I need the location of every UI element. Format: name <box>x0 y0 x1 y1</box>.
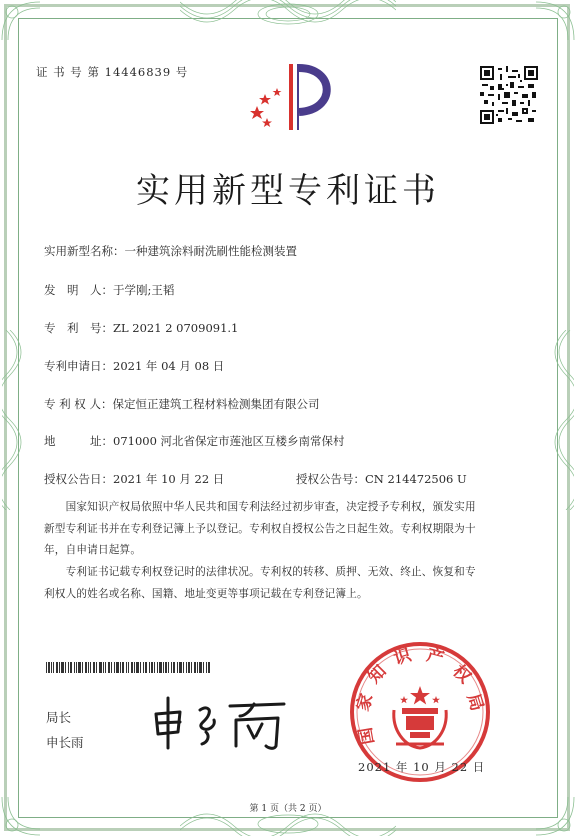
inventor-row <box>44 282 174 298</box>
corner-ornament-br <box>532 793 576 837</box>
svg-text:家: 家 <box>353 691 378 714</box>
utility-model-name-row <box>44 243 297 259</box>
patent-office-logo <box>243 58 343 134</box>
patent-number-value: ZL 2021 2 0709091.1 <box>113 321 239 335</box>
handwritten-signature <box>150 692 290 752</box>
grant-paragraph-line: 新型专利证书并在专利登记簿上予以登记。专利权自授权公告之日起生效。专利权期限为十 <box>44 522 476 535</box>
announcement-number-value: CN 214472506 U <box>365 472 467 486</box>
svg-text:局: 局 <box>462 691 487 714</box>
announcement-date-value: 2021 年 10 月 22 日 <box>113 472 225 486</box>
svg-text:国: 国 <box>355 725 379 746</box>
right-ornament <box>548 330 574 510</box>
filing-date-row <box>44 358 224 374</box>
inventor-label: 发 明 人： <box>44 283 113 297</box>
inventor-value: 于学刚;王韬 <box>113 283 175 297</box>
director-name: 申长雨 <box>46 735 84 750</box>
address-value: 071000 河北省保定市莲池区互楼乡南常保村 <box>113 434 345 448</box>
left-ornament <box>2 330 28 510</box>
utility-model-name-label: 实用新型名称： <box>44 244 125 258</box>
filing-date-value: 2021 年 04 月 08 日 <box>113 359 225 373</box>
director-title: 局长 <box>46 710 72 725</box>
svg-text:产: 产 <box>424 645 447 670</box>
address-row <box>44 433 345 449</box>
announcement-date-row <box>44 471 224 487</box>
patent-number-label: 专 利 号： <box>44 321 113 335</box>
grant-paragraph-line: 国家知识产权局依照中华人民共和国专利法经过初步审查，决定授予专利权，颁发实用 <box>44 501 476 513</box>
address-label: 地 址： <box>44 434 113 448</box>
corner-ornament-tr <box>532 0 576 44</box>
patentee-row <box>44 396 319 412</box>
announcement-date-label: 授权公告日： <box>44 472 113 486</box>
top-ornament <box>180 0 396 34</box>
seal-date: 2021 年 10 月 22 日 <box>358 760 486 774</box>
svg-text:权: 权 <box>448 661 475 688</box>
announcement-number-label: 授权公告号： <box>296 472 365 486</box>
utility-model-name-value: 一种建筑涂料耐洗刷性能检测装置 <box>124 244 297 258</box>
patentee-label: 专 利 权 人： <box>44 397 113 411</box>
corner-ornament-tl <box>0 0 44 44</box>
document-title: 实用新型专利证书 <box>136 171 440 211</box>
corner-ornament-bl <box>0 793 44 837</box>
legal-status-paragraph-line: 专利证书记载专利权登记时的法律状况。专利权的转移、质押、无效、终止、恢复和专 <box>44 566 476 578</box>
grant-paragraph <box>44 497 532 562</box>
barcode <box>46 658 211 669</box>
patentee-value: 保定恒正建筑工程材料检测集团有限公司 <box>112 397 320 411</box>
svg-text:识: 识 <box>391 645 414 670</box>
qr-code <box>480 66 538 124</box>
announcement-number-row <box>296 471 467 487</box>
grant-paragraph-line: 年，自申请日起算。 <box>44 544 142 556</box>
filing-date-label: 专利申请日： <box>44 359 113 373</box>
certificate-number: 证 书 号 第 14446839 号 <box>36 65 189 79</box>
legal-status-paragraph-line: 利权人的姓名或名称、国籍、地址变更等事项记载在专利登记簿上。 <box>44 587 368 600</box>
patent-number-row <box>44 320 238 336</box>
legal-status-paragraph <box>44 562 532 605</box>
svg-text:知: 知 <box>364 661 391 688</box>
page-number: 第 1 页（共 2 页） <box>249 804 327 814</box>
